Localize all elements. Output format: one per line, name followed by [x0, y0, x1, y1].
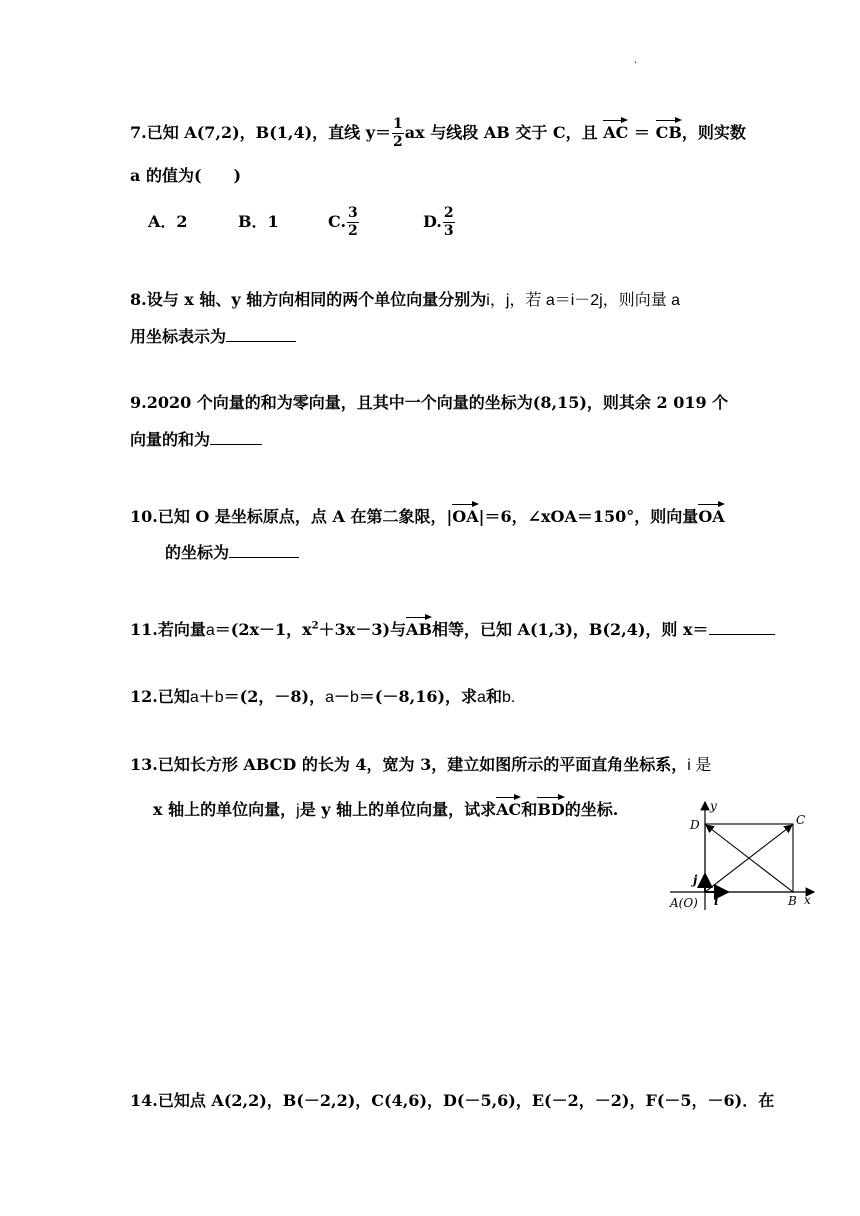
q10-line2: [165, 540, 299, 563]
q11-line1: [130, 617, 775, 640]
label-j: j: [693, 873, 698, 887]
q9-answer-blank: [210, 430, 262, 445]
q13-text-a: 13.已知长方形 ABCD 的长为 4，宽为 3，建立如图所示的平面直角坐标系，: [130, 755, 688, 774]
q11-answer-blank: [709, 620, 775, 635]
q12-text-d: －: [334, 687, 351, 706]
q7-frac-den: 2: [393, 134, 403, 150]
q10-answer-blank: [229, 543, 299, 558]
q7-option-c-num: 3: [348, 205, 358, 221]
q8-line1: [130, 287, 680, 310]
q11-superscript: 2: [311, 620, 319, 632]
q12-a1: a: [189, 689, 199, 706]
q13-line2: [153, 797, 618, 820]
q13-text-b: i 是: [687, 757, 712, 774]
label-x: x: [804, 893, 811, 907]
q14-line1: 14.已知点 A(2,2)，B(－2,2)，C(4,6)，D(－5,6)，E(－2，－2)，F(－5，－6)．在: [130, 1091, 775, 1110]
q7-option-c: [328, 205, 423, 240]
q7-option-d: [423, 205, 456, 240]
q12-a2: a: [325, 689, 334, 706]
q7-option-d-num: 2: [443, 205, 454, 221]
q7-option-d-den: 3: [443, 223, 454, 239]
q10-vector-oa-2: OA: [698, 507, 725, 526]
q10-text-b: |＝6，∠xOA＝150°，则向量: [478, 507, 699, 526]
rectangle-figure: [668, 798, 824, 914]
q12-b2: b: [350, 689, 359, 706]
q13-text-j: j: [296, 802, 300, 819]
q13-text-c: x 轴上的单位向量，: [153, 800, 297, 819]
q7-frac-num: 1: [393, 116, 403, 132]
q7-option-c-fraction: [347, 205, 359, 240]
q8-answer-blank: [226, 327, 296, 342]
q7-line2: a 的值为( ): [130, 166, 242, 185]
q7-equals: ＝: [633, 123, 650, 142]
q7-fraction: [392, 116, 404, 151]
diagonal-bd: [706, 825, 793, 892]
q10-text-c: 的坐标为: [165, 543, 230, 562]
q8-text-b: i，j，若 a＝i－2j，则向量 a: [486, 292, 681, 309]
label-a-origin: A(O): [670, 896, 698, 910]
q13-vector-bd: BD: [537, 800, 565, 819]
q7-option-c-label: C.: [328, 212, 347, 231]
q11-text-a: 11.若向量: [130, 620, 206, 639]
q7-option-b: B．1: [238, 212, 279, 231]
label-y: y: [710, 799, 717, 813]
q10-text-a: 10.已知 O 是坐标原点，点 A 在第二象限，|: [130, 507, 453, 526]
q8-line2: [130, 324, 296, 347]
q11-text-c: ＋3x－3)与: [318, 620, 407, 639]
page-dot: ·: [634, 58, 638, 69]
q11-text-d: 相等，已知 A(1,3)，B(2,4)，则 x＝: [431, 620, 709, 639]
q13-line1: [130, 752, 711, 775]
q12-text-f: 和: [485, 687, 502, 706]
q7-text-a: 已知 A(7,2)，B(1,4)，直线 y＝: [146, 123, 392, 142]
q7-number: 7.: [130, 123, 147, 142]
label-b: B: [788, 894, 797, 908]
q7-options: [148, 205, 456, 240]
q7-line1: [130, 116, 746, 151]
q7-vector-cb: CB: [655, 123, 682, 142]
q8-text-c: 用坐标表示为: [130, 327, 227, 346]
q12-b3: b.: [501, 689, 516, 706]
q11-vector-a: a: [205, 622, 215, 639]
diagonal-ac: [705, 825, 792, 892]
q7-option-a: A．2: [148, 212, 188, 231]
q12-b1: b: [214, 689, 224, 706]
q10-line1: [130, 504, 725, 527]
q7-text-b: ax 与线段 AB 交于 C，且: [404, 123, 598, 142]
q9-line2: [130, 427, 262, 450]
q13-text-e: 的坐标.: [564, 800, 619, 819]
q12-a3: a: [477, 689, 486, 706]
q12-text-e: ＝(－8,16)，求: [358, 687, 478, 706]
q12-text-a: 12.已知: [130, 687, 190, 706]
q13-vector-ac: AC: [496, 800, 522, 819]
q12-line1: [130, 684, 515, 707]
label-c: C: [796, 813, 806, 827]
q12-text-c: ＝(2，－8)，: [223, 687, 326, 706]
q9-text: 向量的和为: [130, 430, 211, 449]
q8-text-a: 8.设与 x 轴、y 轴方向相同的两个单位向量分别为: [130, 290, 487, 309]
q11-text-b: ＝(2x－1，x: [214, 620, 312, 639]
label-d: D: [690, 818, 700, 832]
q7-option-d-fraction: [443, 205, 455, 240]
q10-vector-oa-1: OA: [452, 507, 479, 526]
q7-text-c: ，则实数: [681, 123, 746, 142]
q13-and: 和: [521, 800, 538, 819]
q9-line1: 9.2020 个向量的和为零向量，且其中一个向量的坐标为(8,15)，则其余 2 019 个: [130, 393, 729, 412]
q7-option-c-den: 2: [348, 223, 358, 239]
q13-text-d: 是 y 轴上的单位向量，试求: [299, 800, 497, 819]
label-i: i: [714, 894, 719, 908]
q12-text-b: ＋: [198, 687, 215, 706]
q11-vector-ab: AB: [406, 620, 432, 639]
q7-option-d-label: D.: [423, 212, 442, 231]
q7-vector-ac: AC: [603, 123, 629, 142]
